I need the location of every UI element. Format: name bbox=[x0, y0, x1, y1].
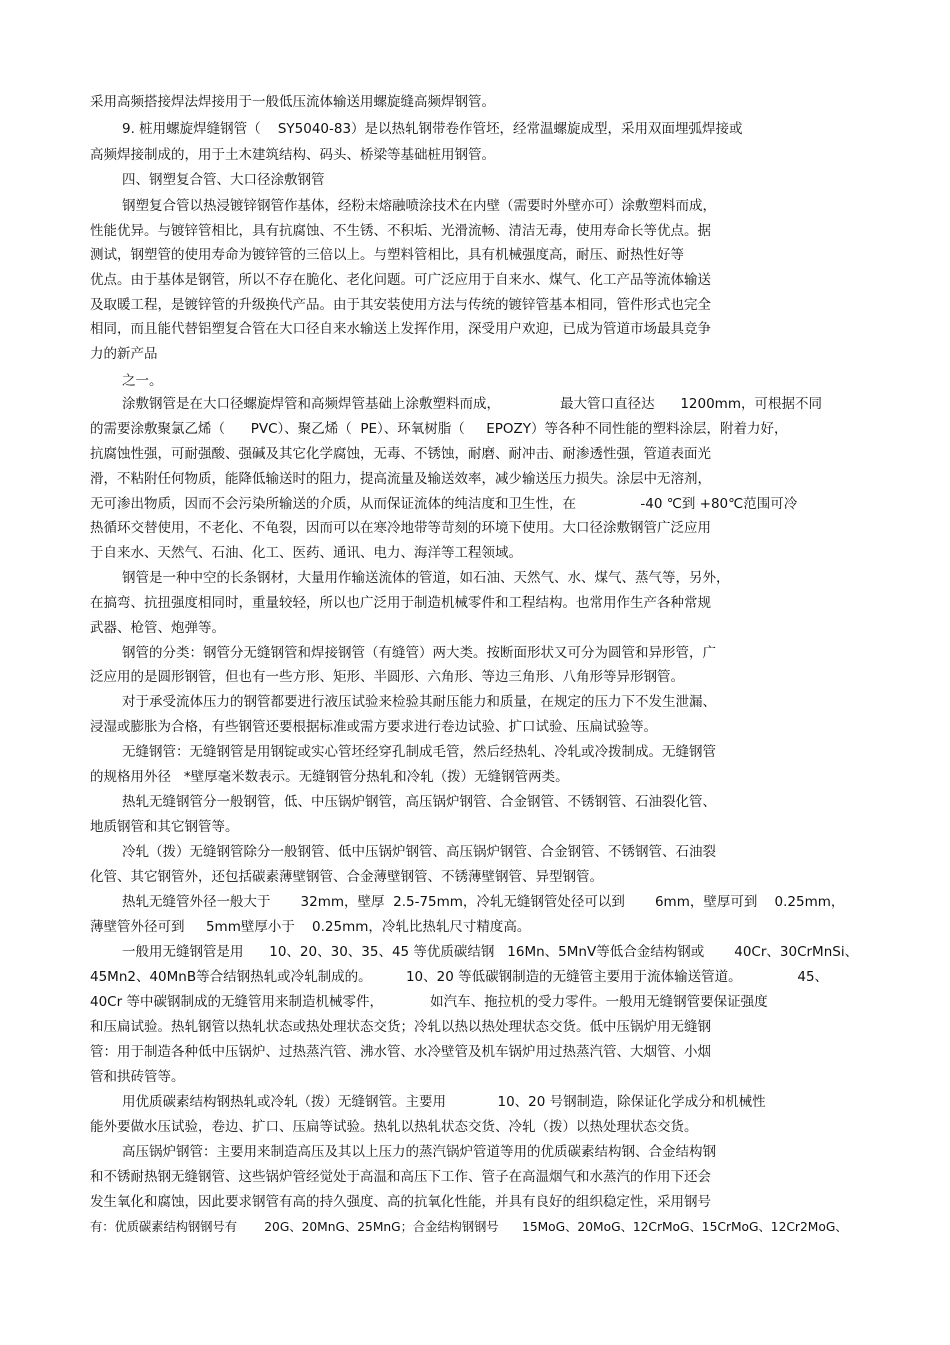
text-line: 对于承受流体压力的钢管都要进行液压试验来检验其耐压能力和质量，在规定的压力下不发生泄漏、 bbox=[122, 694, 716, 710]
text-line: 浸湿或膨胀为合格，有些钢管还要根据标准或需方要求进行卷边试验、扩口试验、压扁试验等。 bbox=[90, 719, 657, 735]
text-line: 发生氧化和腐蚀，因此要求钢管有高的持久强度、高的抗氧化性能，并具有良好的组织稳定性，采用钢号 bbox=[90, 1194, 711, 1210]
text-line: 钢塑复合管以热浸镀锌钢管作基体，经粉末熔融喷涂技术在内壁（需要时外壁亦可）涂敷塑料而成， bbox=[122, 198, 716, 214]
text-line: 钢管是一种中空的长条钢材，大量用作输送流体的管道，如石油、天然气、水、煤气、蒸气等，另外， bbox=[122, 570, 730, 586]
text-line: 管：用于制造各种低中压锅炉、过热蒸汽管、沸水管、水冷壁管及机车锅炉用过热蒸汽管、大烟管、小烟 bbox=[90, 1044, 711, 1060]
text-line: 化管、其它钢管外，还包括碳素薄壁钢管、合金薄壁钢管、不锈薄壁钢管、异型钢管。 bbox=[90, 869, 603, 885]
text-line: 一般用无缝钢管是用 10、20、30、35、45 等优质碳结钢 16Mn、5MnV等低合金结构钢或 40Cr、30CrMnSi、 bbox=[122, 944, 859, 960]
text-line: 测试，钢塑管的使用寿命为镀锌管的三倍以上。与塑料管相比，具有机械强度高，耐压、耐热性好等 bbox=[90, 247, 684, 263]
text-line: 力的新产品 bbox=[90, 346, 158, 362]
text-line: 滑，不粘附任何物质，能降低输送时的阻力，提高流量及输送效率，减少输送压力损失。涂层中无溶剂， bbox=[90, 471, 711, 487]
text-line: 和不锈耐热钢无缝钢管、这些锅炉管经觉处于高温和高压下工作、管子在高温烟气和水蒸汽的作用下还会 bbox=[90, 1169, 711, 1185]
text-line: 的需要涂敷聚氯乙烯（ PVC）、聚乙烯（ PE）、环氧树脂（ EPOZY）等各种不同性能的塑料涂层，附着力好， bbox=[90, 421, 788, 437]
text-line: 管和拱砖管等。 bbox=[90, 1069, 185, 1085]
text-line: 钢管的分类：钢管分无缝钢管和焊接钢管（有缝管）两大类。按断面形状又可分为圆管和异形管，广 bbox=[122, 645, 716, 661]
text-line: 及取暖工程，是镀锌管的升级换代产品。由于其安装使用方法与传统的镀锌管基本相同，管件形式也完全 bbox=[90, 297, 711, 313]
text-line: 高压锅炉钢管：主要用来制造高压及其以上压力的蒸汽锅炉管道等用的优质碳素结构钢、合金结构钢 bbox=[122, 1144, 716, 1160]
text-line: 用优质碳素结构钢热轧或冷轧（拨）无缝钢管。主要用 10、20 号钢制造，除保证化学成分和机械性 bbox=[122, 1094, 766, 1110]
text-line: 泛应用的是圆形钢管，但也有一些方形、矩形、半圆形、六角形、等边三角形、八角形等异形钢管。 bbox=[90, 669, 684, 685]
text-line: 武器、枪管、炮弹等。 bbox=[90, 620, 225, 636]
text-line: 40Cr 等中碳钢制成的无缝管用来制造机械零件， 如汽车、拖拉机的受力零件。一般用无缝钢管要保证强度 bbox=[90, 994, 768, 1010]
text-line: 45Mn2、40MnB等合结钢热轧或冷轧制成的。 10、20 等低碳钢制造的无缝管主要用于流体输送管道。 45、 bbox=[90, 969, 829, 985]
text-line: 能外要做水压试验，卷边、扩口、压扁等试验。热轧以热轧状态交货、冷轧（拨）以热处理状态交货。 bbox=[90, 1119, 698, 1135]
text-line: 优点。由于基体是钢管，所以不存在脆化、老化问题。可广泛应用于自来水、煤气、化工产品等流体输送 bbox=[90, 272, 711, 288]
text-line: 相同，而且能代替铝塑复合管在大口径自来水输送上发挥作用，深受用户欢迎，已成为管道市场最具竞争 bbox=[90, 321, 711, 337]
text-line: 抗腐蚀性强，可耐强酸、强碱及其它化学腐蚀，无毒、不锈蚀，耐磨、耐冲击、耐渗透性强，管道表面光 bbox=[90, 446, 711, 462]
text-line: 热循环交替使用，不老化、不龟裂，因而可以在寒冷地带等苛刻的环境下使用。大口径涂敷钢管广泛应用 bbox=[90, 520, 711, 536]
text-line: 热轧无缝钢管分一般钢管，低、中压锅炉钢管，高压锅炉钢管、合金钢管、不锈钢管、石油裂化管、 bbox=[122, 794, 716, 810]
text-line: 采用高频搭接焊法焊接用于一般低压流体输送用螺旋缝高频焊钢管。 bbox=[90, 94, 495, 110]
text-line: 有：优质碳素结构钢钢号有 20G、20MnG、25MnG；合金结构钢钢号 15MoG、20MoG、12CrMoG、15CrMoG、12Cr2MoG、 bbox=[90, 1220, 848, 1234]
text-line: 在搞弯、抗扭强度相同时，重量较轻，所以也广泛用于制造机械零件和工程结构。也常用作生产各种常规 bbox=[90, 595, 711, 611]
text-line: 高频焊接制成的，用于土木建筑结构、码头、桥梁等基础桩用钢管。 bbox=[90, 147, 495, 163]
text-line: 薄壁管外径可到 5mm壁厚小于 0.25mm，冷轧比热轧尺寸精度高。 bbox=[90, 919, 531, 935]
text-line: 涂敷钢管是在大口径螺旋焊管和高频焊管基础上涂敷塑料而成， 最大管口直径达 1200mm，可根据不同 bbox=[122, 396, 822, 412]
text-line: 之一。 bbox=[122, 373, 163, 389]
text-line: 于自来水、天然气、石油、化工、医药、通讯、电力、海洋等工程领域。 bbox=[90, 545, 522, 561]
text-line: 冷轧（拨）无缝钢管除分一般钢管、低中压锅炉钢管、高压锅炉钢管、合金钢管、不锈钢管、石油裂 bbox=[122, 844, 716, 860]
text-line: 的规格用外径 *壁厚毫米数表示。无缝钢管分热轧和冷轧（拨）无缝钢管两类。 bbox=[90, 769, 569, 785]
text-line: 性能优异。与镀锌管相比，具有抗腐蚀、不生锈、不积垢、光滑流畅、清洁无毒，使用寿命长等优点。据 bbox=[90, 223, 711, 239]
text-line: 9. 桩用螺旋焊缝钢管（ SY5040-83）是以热轧钢带卷作管坯，经常温螺旋成型，采用双面埋弧焊接或 bbox=[122, 121, 743, 137]
section-heading: 四、钢塑复合管、大口径涂敷钢管 bbox=[122, 172, 325, 188]
text-line: 和压扁试验。热轧钢管以热轧状态或热处理状态交货；冷轧以热以热处理状态交货。低中压锅炉用无缝钢 bbox=[90, 1019, 711, 1035]
text-line: 地质钢管和其它钢管等。 bbox=[90, 819, 239, 835]
text-line: 无可渗出物质，因而不会污染所输送的介质，从而保证流体的纯洁度和卫生性，在 -40 ℃到 +80℃范围可冷 bbox=[90, 496, 798, 512]
text-line: 无缝钢管：无缝钢管是用钢锭或实心管坯经穿孔制成毛管，然后经热轧、冷轧或冷拨制成。无缝钢管 bbox=[122, 744, 716, 760]
text-line: 热轧无缝管外径一般大于 32mm，壁厚 2.5-75mm，冷轧无缝钢管处径可以到 6mm，壁厚可到 0.25mm， bbox=[122, 894, 845, 910]
